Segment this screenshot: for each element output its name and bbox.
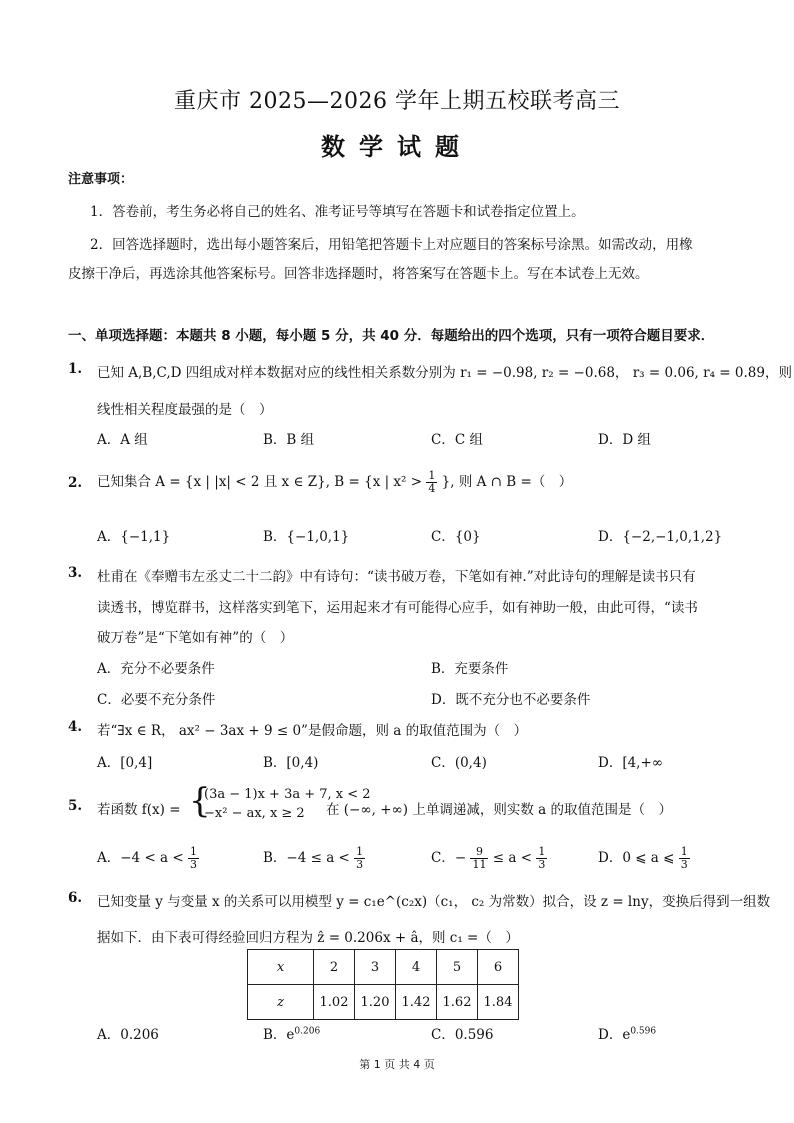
question-3-text: 杜甫在《奉赠韦左丞丈二十二韵》中有诗句：“读书破万卷，下笔如有神.”对此诗句的理解是读书只有 [97,569,696,585]
option-b: B．$e^{0.206}$ [263,1026,321,1043]
table-cell: 1.62 [437,985,478,1020]
option-a: A．0.206 [97,1027,159,1043]
fraction: $\frac{9}{11}$ [472,845,487,871]
table-cell: 1.42 [396,985,437,1020]
question-number: 3. [68,565,83,581]
option-c: C．{0} [431,529,481,545]
table-cell: 1.84 [478,985,519,1020]
table-header-cell: z [248,985,314,1020]
table-cell: 6 [478,950,519,985]
question-number: 4. [68,719,83,735]
option-b: B．[0,4) [263,755,319,771]
question-2-text-b: }, 则 A ∩ B =（ ） [441,474,573,490]
option-d: D．[4,+∞ [598,755,664,771]
question-4-text: 若“∃x ∈ R， ax² − 3ax + 9 ≤ 0”是假命题，则 a 的取值范围为（ ） [97,723,528,739]
option-b: B．−4 ≤ a < $\frac{1}{3}$ [263,845,364,871]
question-number: 5. [68,798,83,814]
option-c: C．(0,4) [431,755,487,771]
option-d: D．D 组 [598,432,651,448]
table-cell: 5 [437,950,478,985]
question-5-text-b: 在 (−∞, +∞) 上单调递减，则实数 a 的取值范围是（ ） [326,802,672,818]
table-cell: 1.02 [314,985,355,1020]
question-2-text [97,470,572,495]
fraction: $\frac{1}{3}$ [680,845,688,871]
data-table [247,949,519,1020]
piecewise-case-1: (3a − 1)x + 3a + 7, x < 2 [204,787,371,802]
left-brace: { [189,781,211,821]
option-c: C．− $\frac{9}{11}$ ≤ a < $\frac{1}{3}$ [431,845,546,871]
question-5-text-a: 若函数 f(x) = [97,802,181,818]
fraction: $\frac{1}{3}$ [190,845,197,871]
option-a: A．{−1,1} [97,529,171,545]
notice-item-2-line1: 2．回答选择题时，选出每小题答案后，用铅笔把答题卡上对应题目的答案标号涂黑。如需改动，用橡 [90,237,693,253]
notice-item-1: 1．答卷前，考生务必将自己的姓名、准考证号等填写在答题卡和试卷指定位置上。 [90,204,585,220]
option-c: C．必要不充分条件 [97,692,216,708]
option-c: C．0.596 [431,1027,494,1043]
exponent: 0.596 [630,1026,657,1037]
question-1-text: 已知 A,B,C,D 四组成对样本数据对应的线性相关系数分别为 r₁ = −0.98, r₂ = −0.68， r₃ = 0.06, r₄ = 0.89，则 [97,365,792,381]
table-header-cell: x [248,950,314,985]
option-c: C．C 组 [431,432,483,448]
fraction: $\frac{1}{3}$ [356,845,364,871]
table-row [248,950,519,985]
table-cell: 4 [396,950,437,985]
exam-subject-title: 数学试题 [321,132,473,161]
option-b: B．{−1,0,1} [263,529,350,545]
option-d: D．0 ⩽ a ⩽ $\frac{1}{3}$ [598,845,688,871]
section-heading: 一、单项选择题：本题共 8 小题，每小题 5 分，共 40 分．每题给出的四个选项，只有一项符合题目要求． [68,328,715,344]
question-number: 2. [68,475,83,491]
table-row [248,985,519,1020]
notice-item-2-line2: 皮擦干净后，再选涂其他答案标号。回答非选择题时，将答案写在答题卡上。写在本试卷上无效。 [68,266,649,282]
question-6-text-cont: 据如下．由下表可得经验回归方程为 ẑ = 0.206x + â，则 c₁ =（ ） [97,930,519,946]
table-cell: 3 [355,950,396,985]
exponent: 0.206 [294,1026,321,1037]
option-b: B．B 组 [263,432,315,448]
exam-title: 重庆市 2025—2026 学年上期五校联考高三 [174,89,620,114]
option-d: D．$e^{0.596}$ [598,1026,657,1043]
option-a: A．A 组 [97,432,148,448]
option-d: D．{−2,−1,0,1,2} [598,529,723,545]
fraction: $\frac{1}{3}$ [538,845,546,871]
question-number: 6. [68,890,83,906]
page-footer: 第 1 页 共 4 页 [359,1058,435,1071]
fraction: $\frac{1}{4}$ [428,469,436,495]
option-b: B．充要条件 [431,661,509,677]
question-1-text-cont: 线性相关程度最强的是（ ） [97,402,273,418]
question-3-text-cont: 读透书，博览群书，这样落实到笔下，运用起来才有可能得心应手，如有神助一般，由此可得，“读书 [97,600,698,616]
option-a: A．−4 < a < $\frac{1}{3}$ [97,845,197,871]
table-cell: 2 [314,950,355,985]
question-2-text-a: 已知集合 A = {x | |x| < 2 且 x ∈ Z}, B = {x | x² > [97,474,423,490]
question-3-text-cont: 破万卷”是“下笔如有神”的（ ） [97,630,294,646]
piecewise-case-2: −x² − ax, x ≥ 2 [204,806,305,821]
option-a: A．[0,4] [97,755,153,771]
question-6-text: 已知变量 y 与变量 x 的关系可以用模型 y = c₁e^(c₂x)（c₁， c₂ 为常数）拟合，设 z = lny，变换后得到一组数 [97,894,771,910]
notice-heading: 注意事项： [68,172,134,187]
option-a: A．充分不必要条件 [97,661,215,677]
question-number: 1. [68,361,83,377]
table-cell: 1.20 [355,985,396,1020]
option-d: D．既不充分也不必要条件 [431,692,591,708]
